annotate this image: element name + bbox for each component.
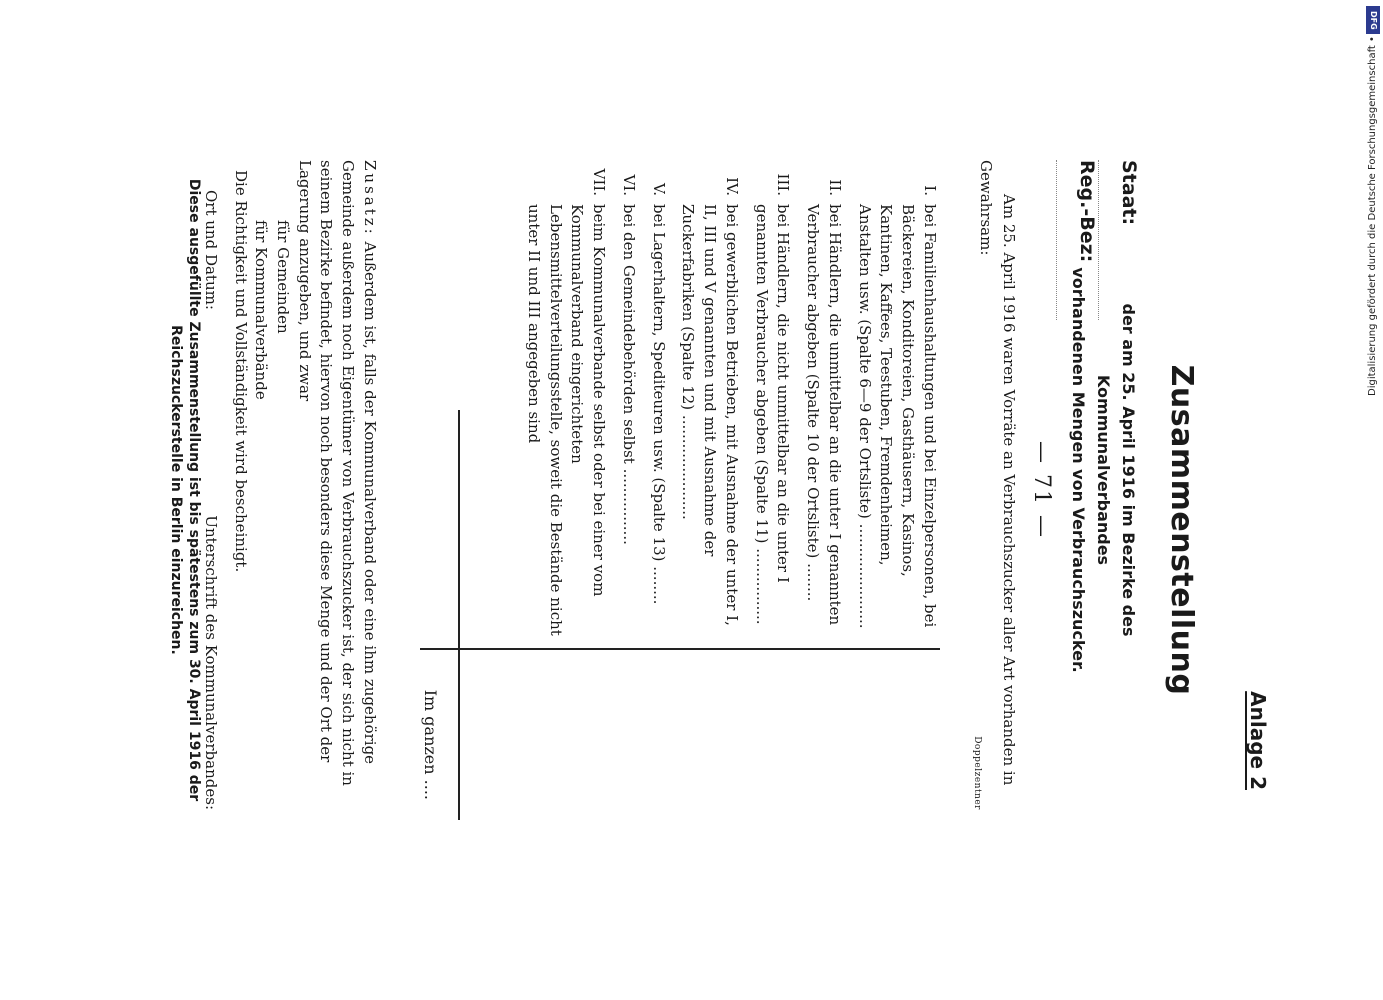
item-value-cell	[617, 650, 639, 820]
item-text: beim Kommunalverbande selbst oder bei einer vom Kommunalverband eingerichteten Lebensmittelverteilungsstelle, soweit die Bestände nicht unter II und III angegeben sind	[525, 204, 609, 636]
item-value-cell	[750, 650, 794, 820]
item-number: VI.	[620, 174, 638, 196]
subtitle-line-2: vorhandenen Mengen von Verbrauchszucker.	[1069, 267, 1089, 673]
item-number: V.	[649, 183, 668, 196]
item-value-cell	[853, 650, 940, 820]
annex-label: Anlage 2	[1246, 691, 1270, 790]
list-item	[617, 160, 639, 820]
place-date-label: Ort und Datum:	[202, 190, 220, 310]
item-text: bei Händlern, die nicht unmittelbar an die unter I genannten Verbraucher abgeben (Spalte 11) ................	[752, 204, 793, 625]
submission-footer: Diese ausgefüllte Zusammenstellung ist bis spätestens zum 30. April 1916 der Reichszuckerstelle in Berlin einzureichen.	[168, 178, 202, 802]
addendum-text: Außerdem ist, falls der Kommunalverband oder eine ihm zugehörige Gemeinde außerdem noch Eigentümer von Verbrauchszucker ist, der sich nicht in seinem Bezirke befindet, hiervon noch besonders diese Menge und der Ort der Lagerung anzugeben, und zwar	[295, 160, 379, 786]
subtitle	[1066, 220, 1140, 720]
item-value-cell	[647, 650, 669, 820]
item-value-cell	[802, 650, 846, 820]
item-text: bei Familienhaushaltungen und bei Einzelpersonen, bei Bäckereien, Konditoreien, Gasthäusern, Kasinos, Kantinen, Kaffees, Teestuben, Fremdenheimen, Anstalten usw. (Spalte 6—9 der Ortsliste) ......................	[855, 204, 939, 629]
inventory-list	[514, 160, 940, 820]
document-title: Zusammenstellung	[1164, 364, 1199, 696]
list-item	[522, 160, 609, 820]
item-text: bei Lagerhaltern, Spediteuren usw. (Spalte 13) ........	[649, 204, 668, 605]
list-item	[647, 160, 669, 820]
signature-label: Unterschrift des Kommunalverbandes:	[202, 515, 220, 810]
subtitle-line-1: der am 25. April 1916 im Bezirke des Kommunalverbandes	[1094, 303, 1138, 637]
total-label: Im ganzen ....	[421, 689, 440, 800]
list-item	[677, 160, 742, 820]
addendum-paragraph	[250, 160, 381, 820]
page-number: — 71 —	[1029, 441, 1054, 539]
item-text: bei gewerblichen Betrieben, mit Ausnahme der unter I, II, III und V genannten und mit Ausnahme der Zuckerfabriken (Spalte 12) ......................	[679, 204, 741, 626]
rotated-document-page	[168, 160, 1270, 820]
regbez-label: Reg.-Bez:	[1056, 160, 1098, 320]
addendum-label: Zusatz:	[361, 160, 379, 237]
list-item	[750, 160, 794, 820]
item-number: I.	[921, 185, 939, 196]
list-item	[853, 160, 940, 820]
intro-paragraph: Am 25. April 1916 waren Vorräte an Verbrauchszucker aller Art vorhanden in Gewahrsam:	[977, 160, 1018, 786]
item-number: IV.	[723, 177, 741, 196]
staat-label: Staat:	[1098, 160, 1140, 320]
item-value-cell	[677, 650, 742, 820]
item-number: VII.	[590, 168, 609, 196]
watermark-text: Digitalisierung gefördert durch die Deutsche Forschungsgemeinschaft •	[1367, 36, 1378, 396]
unit-label: Doppelzentner	[972, 736, 982, 810]
item-number: II.	[826, 179, 844, 196]
item-text: bei Händlern, die unmittelbar an die unter I genannten Verbraucher abgeben (Spalte 10 der Ortsliste) ........	[804, 204, 844, 626]
item-text: bei den Gemeindebehörden selbst ................	[620, 204, 638, 545]
for-associations-line: für Kommunalverbände	[252, 220, 271, 400]
total-rule	[458, 410, 460, 820]
item-number: III.	[774, 173, 793, 196]
for-municipalities-line: für Gemeinden	[274, 220, 292, 334]
item-value-cell	[522, 650, 609, 820]
dfg-logo: DFG	[1366, 6, 1380, 34]
list-item	[802, 160, 846, 820]
signature-row	[201, 190, 220, 810]
certification-statement: Die Richtigkeit und Vollständigkeit wird bescheinigt.	[232, 170, 250, 573]
digitization-watermark	[1364, 6, 1382, 396]
